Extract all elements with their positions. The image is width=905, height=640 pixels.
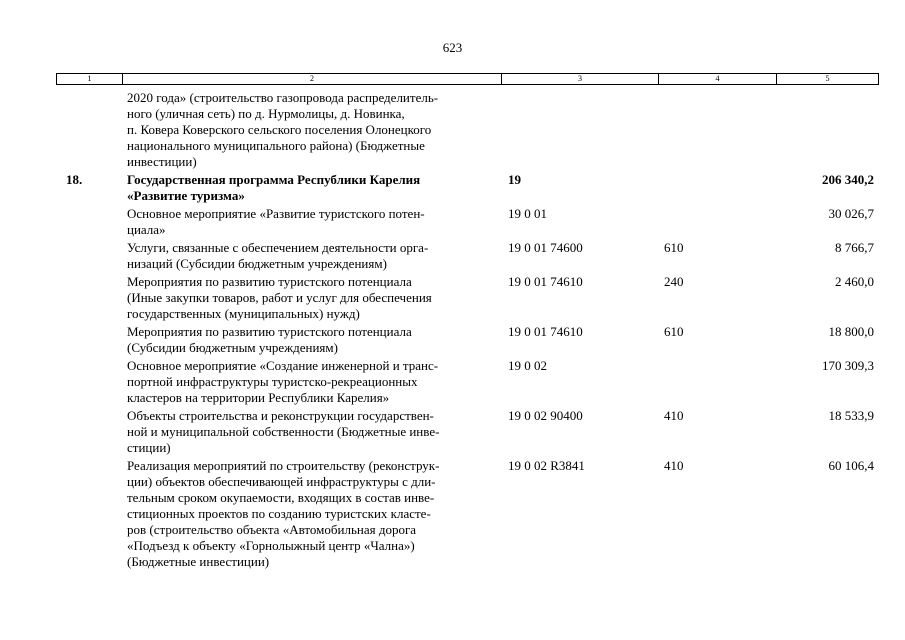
table-row <box>0 274 905 324</box>
row-target-code: 19 0 01 74610 <box>508 324 583 339</box>
row-amount: 18 800,0 <box>828 324 874 339</box>
description-line: (Субсидии бюджетным учреждениям) <box>127 340 338 355</box>
row-amount: 30 026,7 <box>828 206 874 221</box>
budget-table-body <box>0 90 905 572</box>
table-row <box>0 206 905 240</box>
table-row <box>0 358 905 408</box>
description-line: ного (уличная сеть) по д. Нурмолицы, д. Новинка, <box>127 106 405 121</box>
table-row <box>0 172 905 206</box>
description-line: портной инфраструктуры туристско-рекреационных <box>127 374 418 389</box>
row-description <box>127 324 487 358</box>
column-header-5: 5 <box>777 74 879 85</box>
description-line: Основное мероприятие «Развитие туристского потен- <box>127 206 425 221</box>
description-line: Мероприятия по развитию туристского потенциала <box>127 324 412 339</box>
description-line: ции) объектов обеспечивающей инфраструктуры с дли- <box>127 474 436 489</box>
description-line: Услуги, связанные с обеспечением деятельности орга- <box>127 240 429 255</box>
column-header-2: 2 <box>123 74 502 85</box>
row-description <box>127 358 487 408</box>
row-description <box>127 408 487 458</box>
description-line: п. Ковера Коверского сельского поселения Олонецкого <box>127 122 432 137</box>
column-header-row <box>57 74 879 85</box>
description-line: стиционных проектов по созданию туристских класте- <box>127 506 431 521</box>
row-amount: 170 309,3 <box>822 358 874 373</box>
description-line: циала» <box>127 222 166 237</box>
description-line: (Бюджетные инвестиции) <box>127 554 270 569</box>
table-row <box>0 458 905 572</box>
description-line: Основное мероприятие «Создание инженерной и транс- <box>127 358 439 373</box>
column-header-table <box>56 73 879 85</box>
row-description <box>127 172 487 206</box>
row-target-code: 19 0 01 74610 <box>508 274 583 289</box>
row-amount: 206 340,2 <box>822 172 874 187</box>
column-header-4: 4 <box>659 74 777 85</box>
description-line: Реализация мероприятий по строительству (реконструк- <box>127 458 440 473</box>
row-description <box>127 274 487 324</box>
row-description <box>127 240 487 274</box>
table-row <box>0 90 905 172</box>
row-target-code: 19 0 01 <box>508 206 547 221</box>
row-expense-type: 610 <box>664 240 684 255</box>
row-target-code: 19 0 02 R3841 <box>508 458 585 473</box>
description-line: инвестиции) <box>127 154 197 169</box>
row-number: 18. <box>66 172 83 187</box>
description-line: ров (строительство объекта «Автомобильная дорога <box>127 522 417 537</box>
row-description <box>127 206 487 240</box>
description-line: стиции) <box>127 440 171 455</box>
description-line: Государственная программа Республики Карелия <box>127 172 421 187</box>
row-expense-type: 410 <box>664 408 684 423</box>
description-line: кластеров на территории Республики Карелия» <box>127 390 390 405</box>
description-line: «Подъезд к объекту «Горнолыжный центр «Чална») <box>127 538 415 553</box>
row-description <box>127 458 487 572</box>
row-amount: 18 533,9 <box>828 408 874 423</box>
row-amount: 8 766,7 <box>835 240 874 255</box>
row-target-code: 19 <box>508 172 521 187</box>
table-row <box>0 324 905 358</box>
page-number: 623 <box>442 40 463 55</box>
description-line: «Развитие туризма» <box>127 188 245 203</box>
column-header-1: 1 <box>57 74 123 85</box>
row-description <box>127 90 487 172</box>
description-line: национального муниципального района) (Бюджетные <box>127 138 425 153</box>
table-row <box>0 240 905 274</box>
column-header-3: 3 <box>502 74 659 85</box>
description-line: 2020 года» (строительство газопровода распределитель- <box>127 90 439 105</box>
description-line: (Иные закупки товаров, работ и услуг для обеспечения <box>127 290 432 305</box>
description-line: тельным сроком окупаемости, входящих в состав инве- <box>127 490 435 505</box>
description-line: низаций (Субсидии бюджетным учреждениям) <box>127 256 387 271</box>
table-row <box>0 408 905 458</box>
row-expense-type: 410 <box>664 458 684 473</box>
description-line: государственных (муниципальных) нужд) <box>127 306 360 321</box>
row-target-code: 19 0 02 <box>508 358 547 373</box>
description-line: ной и муниципальной собственности (Бюджетные инве- <box>127 424 440 439</box>
description-line: Объекты строительства и реконструкции государствен- <box>127 408 434 423</box>
row-target-code: 19 0 01 74600 <box>508 240 583 255</box>
row-amount: 2 460,0 <box>835 274 874 289</box>
row-expense-type: 610 <box>664 324 684 339</box>
row-target-code: 19 0 02 90400 <box>508 408 583 423</box>
row-expense-type: 240 <box>664 274 684 289</box>
row-amount: 60 106,4 <box>828 458 874 473</box>
description-line: Мероприятия по развитию туристского потенциала <box>127 274 412 289</box>
